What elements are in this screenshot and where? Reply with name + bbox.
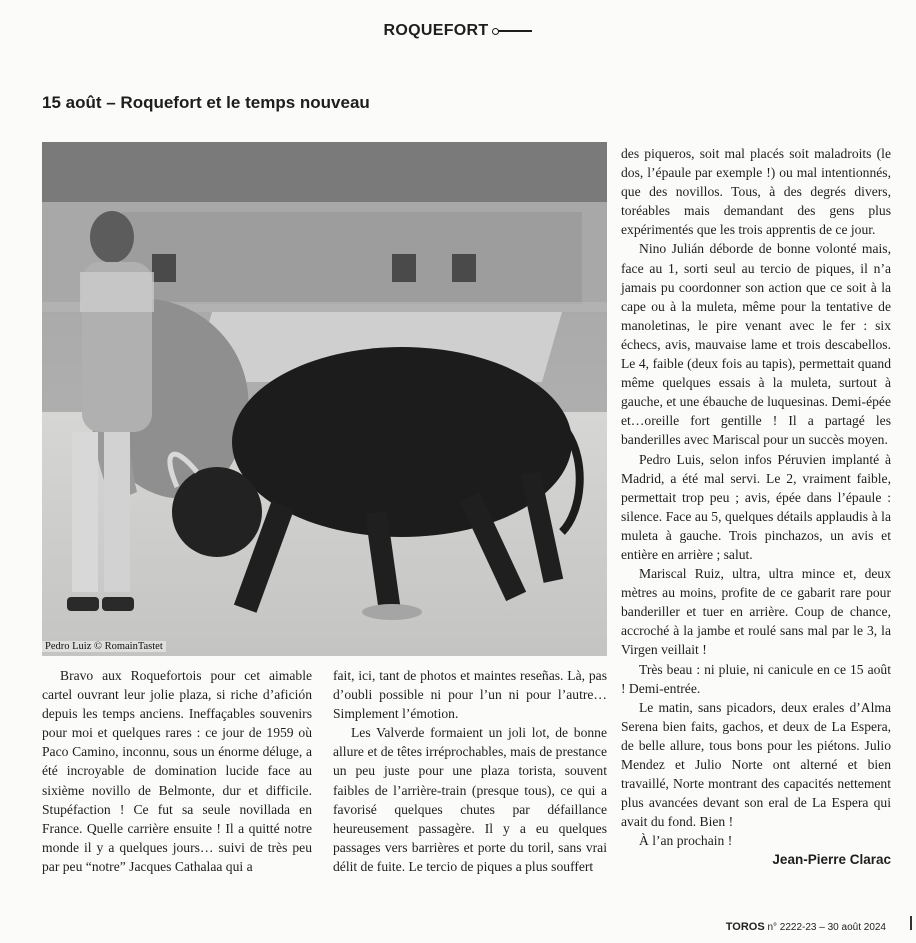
column-1 <box>42 666 312 876</box>
header-ornament <box>494 30 532 32</box>
paragraph: Nino Julián déborde de bonne volonté mais, face au 1, sorti seul au tercio de piques, il n’a jamais pu coordonner son action que ce soit à la cape ou à la muleta, même pour la tentative de manoletinas, le pire venant avec le fer : six échecs, avis, mauvaise lame et trois descabellos. Le 4, faible (deux fois au tapis), permettait quand même quelques essais à la muleta, surtout à gauche, et une ébauche de luquesinas. Demi-épée et…oreille fort gentille ! Il a partagé les banderilles avec Mariscal pour un succès moyen. <box>621 241 891 448</box>
paragraph: Mariscal Ruiz, ultra, ultra mince et, deux mètres au moins, profite de ce gabarit rare pour banderiller et tuer en arrière. Coup de chance, accroché à la jambe et roulé sans mal par le 3, la Virgen veillait ! <box>621 566 891 658</box>
paragraph: fait, ici, tant de photos et maintes reseñas. Là, pas d’oubli possible ni pour l’un ni pour l’autre… Simplement l’émotion. <box>333 668 607 722</box>
photo-credit: Pedro Luiz © RomainTastet <box>42 641 166 652</box>
column-2 <box>333 666 607 876</box>
paragraph: des piqueros, soit mal placés soit maladroits (le dos, l’épaule par exemple !) ou mal intentionnés, que des novillos. Tous, à des degrés divers, toréables mais demandant des gens plus expérimentés que les trois apprentis de ce jour. <box>621 146 891 238</box>
column-3 <box>621 144 891 870</box>
page-footer <box>726 921 886 933</box>
section-header <box>0 22 916 40</box>
article-title: 15 août – Roquefort et le temps nouveau <box>42 93 370 112</box>
author-signature: Jean-Pierre Clarac <box>772 852 891 868</box>
page-edge-mark <box>910 916 912 930</box>
paragraph: À l’an prochain ! <box>639 833 733 849</box>
paragraph: Très beau : ni pluie, ni canicule en ce 15 août ! Demi-entrée. <box>621 661 891 696</box>
paragraph: Pedro Luis, selon infos Péruvien implanté à Madrid, a été mal servi. Le 2, vraiment faible, permettait trop peu ; avis, épée dans l’épaule : silence. Face au 5, quelques détails applaudis à la muleta à gauche. Trois pinchazos, un avis et entière en arrière ; salut. <box>621 451 891 562</box>
paragraph: Le matin, sans picadors, deux erales d’Alma Serena bien faits, gachos, et deux de La Espera, de belle allure, tous bons pour les piétons. Julio Mendez et Julio Norte ont alterné et bien travaillé, Norte montrant des capacités nettement plus avancées devant son eral de La Espera qui avait du fond. Bien ! <box>621 699 891 830</box>
section-name: ROQUEFORT <box>383 22 489 39</box>
issue-info: n° 2222-23 – 30 août 2024 <box>767 922 886 933</box>
paragraph: Bravo aux Roquefortois pour cet aimable cartel ouvrant leur jolie plaza, si riche d’afición depuis les temps anciens. Ineffaçables souvenirs pour moi et quelques rares : ce jour de 1959 où Paco Camino, inconnu, sous un énorme déluge, a été incroyable de domination lucide face au sixième novillo de Belmonte, dur et difficile. Stupéfaction ! Ce fut sa seule novillada en France. Quelle carrière ensuite ! Il a quitté notre monde il y a quelques jours… suivi de très peu par peu “notre” Jacques Cathalaa qui a <box>42 668 312 874</box>
paragraph: Les Valverde formaient un joli lot, de bonne allure et de têtes irréprochables, mais de prestance un peu juste pour une plaza torista, souvent faibles de l’arrière-train (presque tous), ce qui a favorisé quelques chutes par défaillance heureusement passagère. Il y a eu quelques passages vers barrières et porte du toril, sans vrai délit de fuite. Le tercio de piques a plus souffert <box>333 725 607 874</box>
magazine-name: TOROS <box>725 921 765 933</box>
bullfight-photo <box>42 142 607 656</box>
